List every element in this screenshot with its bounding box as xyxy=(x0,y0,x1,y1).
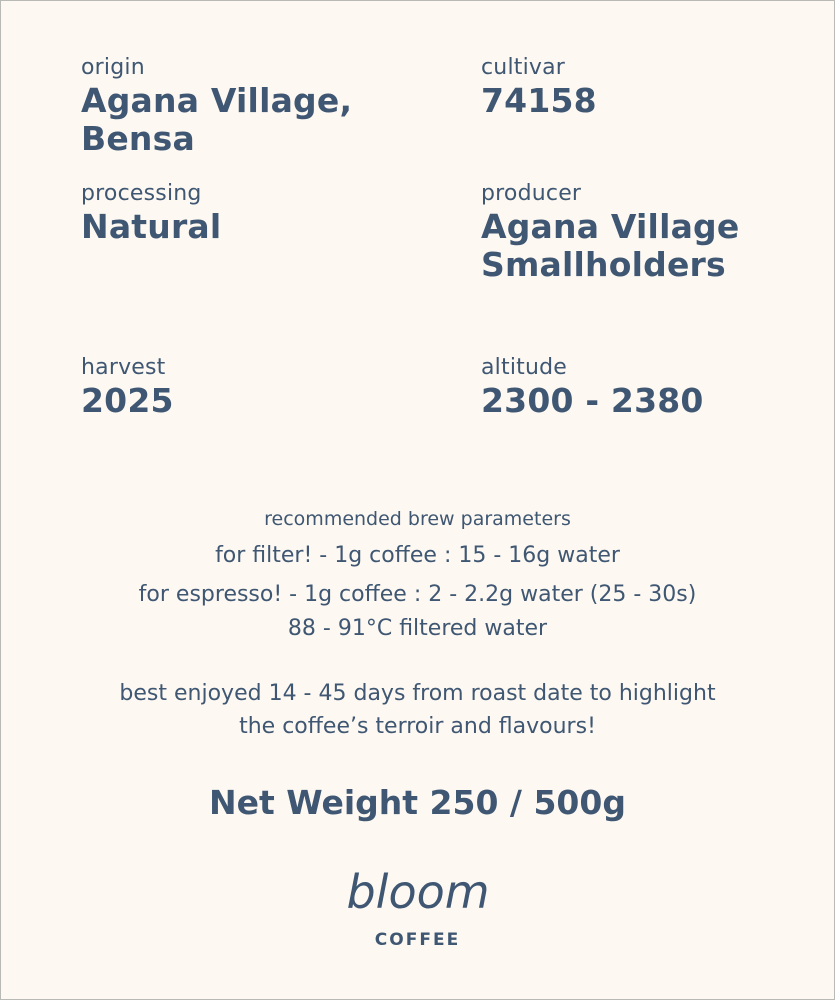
altitude-field xyxy=(481,354,704,420)
bloom-logo-subtext: COFFEE xyxy=(374,930,461,950)
cultivar-label: cultivar xyxy=(481,55,566,80)
brew-parameters-title: recommended brew parameters xyxy=(264,508,571,530)
altitude-label: altitude xyxy=(481,355,568,380)
brew-water-line: 88 - 91°C filtered water xyxy=(287,616,548,641)
origin-label: origin xyxy=(81,55,145,80)
harvest-label: harvest xyxy=(81,355,166,380)
producer-label: producer xyxy=(481,181,582,206)
harvest-value: 2025 xyxy=(81,381,174,420)
processing-field xyxy=(81,180,221,246)
origin-field xyxy=(81,54,352,158)
bloom-logo-wordmark-icon xyxy=(346,858,490,924)
producer-field xyxy=(481,180,739,284)
harvest-field xyxy=(81,354,174,420)
net-weight: Net Weight 250 / 500g xyxy=(209,783,626,822)
brew-espresso-line: for espresso! - 1g coffee : 2 - 2.2g water (25 - 30s) xyxy=(138,582,697,607)
processing-value: Natural xyxy=(81,207,222,246)
freshness-note-line-1: best enjoyed 14 - 45 days from roast date to highlight xyxy=(119,681,716,706)
processing-label: processing xyxy=(81,181,202,206)
cultivar-value: 74158 xyxy=(481,81,597,120)
brew-filter-line: for filter! - 1g coffee : 15 - 16g water xyxy=(215,543,620,568)
bloom-logo-wordmark: bloom xyxy=(346,865,490,919)
freshness-note-line-2: the coffee’s terroir and flavours! xyxy=(239,714,596,739)
altitude-value: 2300 - 2380 xyxy=(481,381,704,420)
origin-value: Agana Village, Bensa xyxy=(81,81,353,158)
producer-value: Agana Village Smallholders xyxy=(481,207,740,284)
bloom-logo xyxy=(346,858,490,924)
cultivar-field xyxy=(481,54,597,120)
